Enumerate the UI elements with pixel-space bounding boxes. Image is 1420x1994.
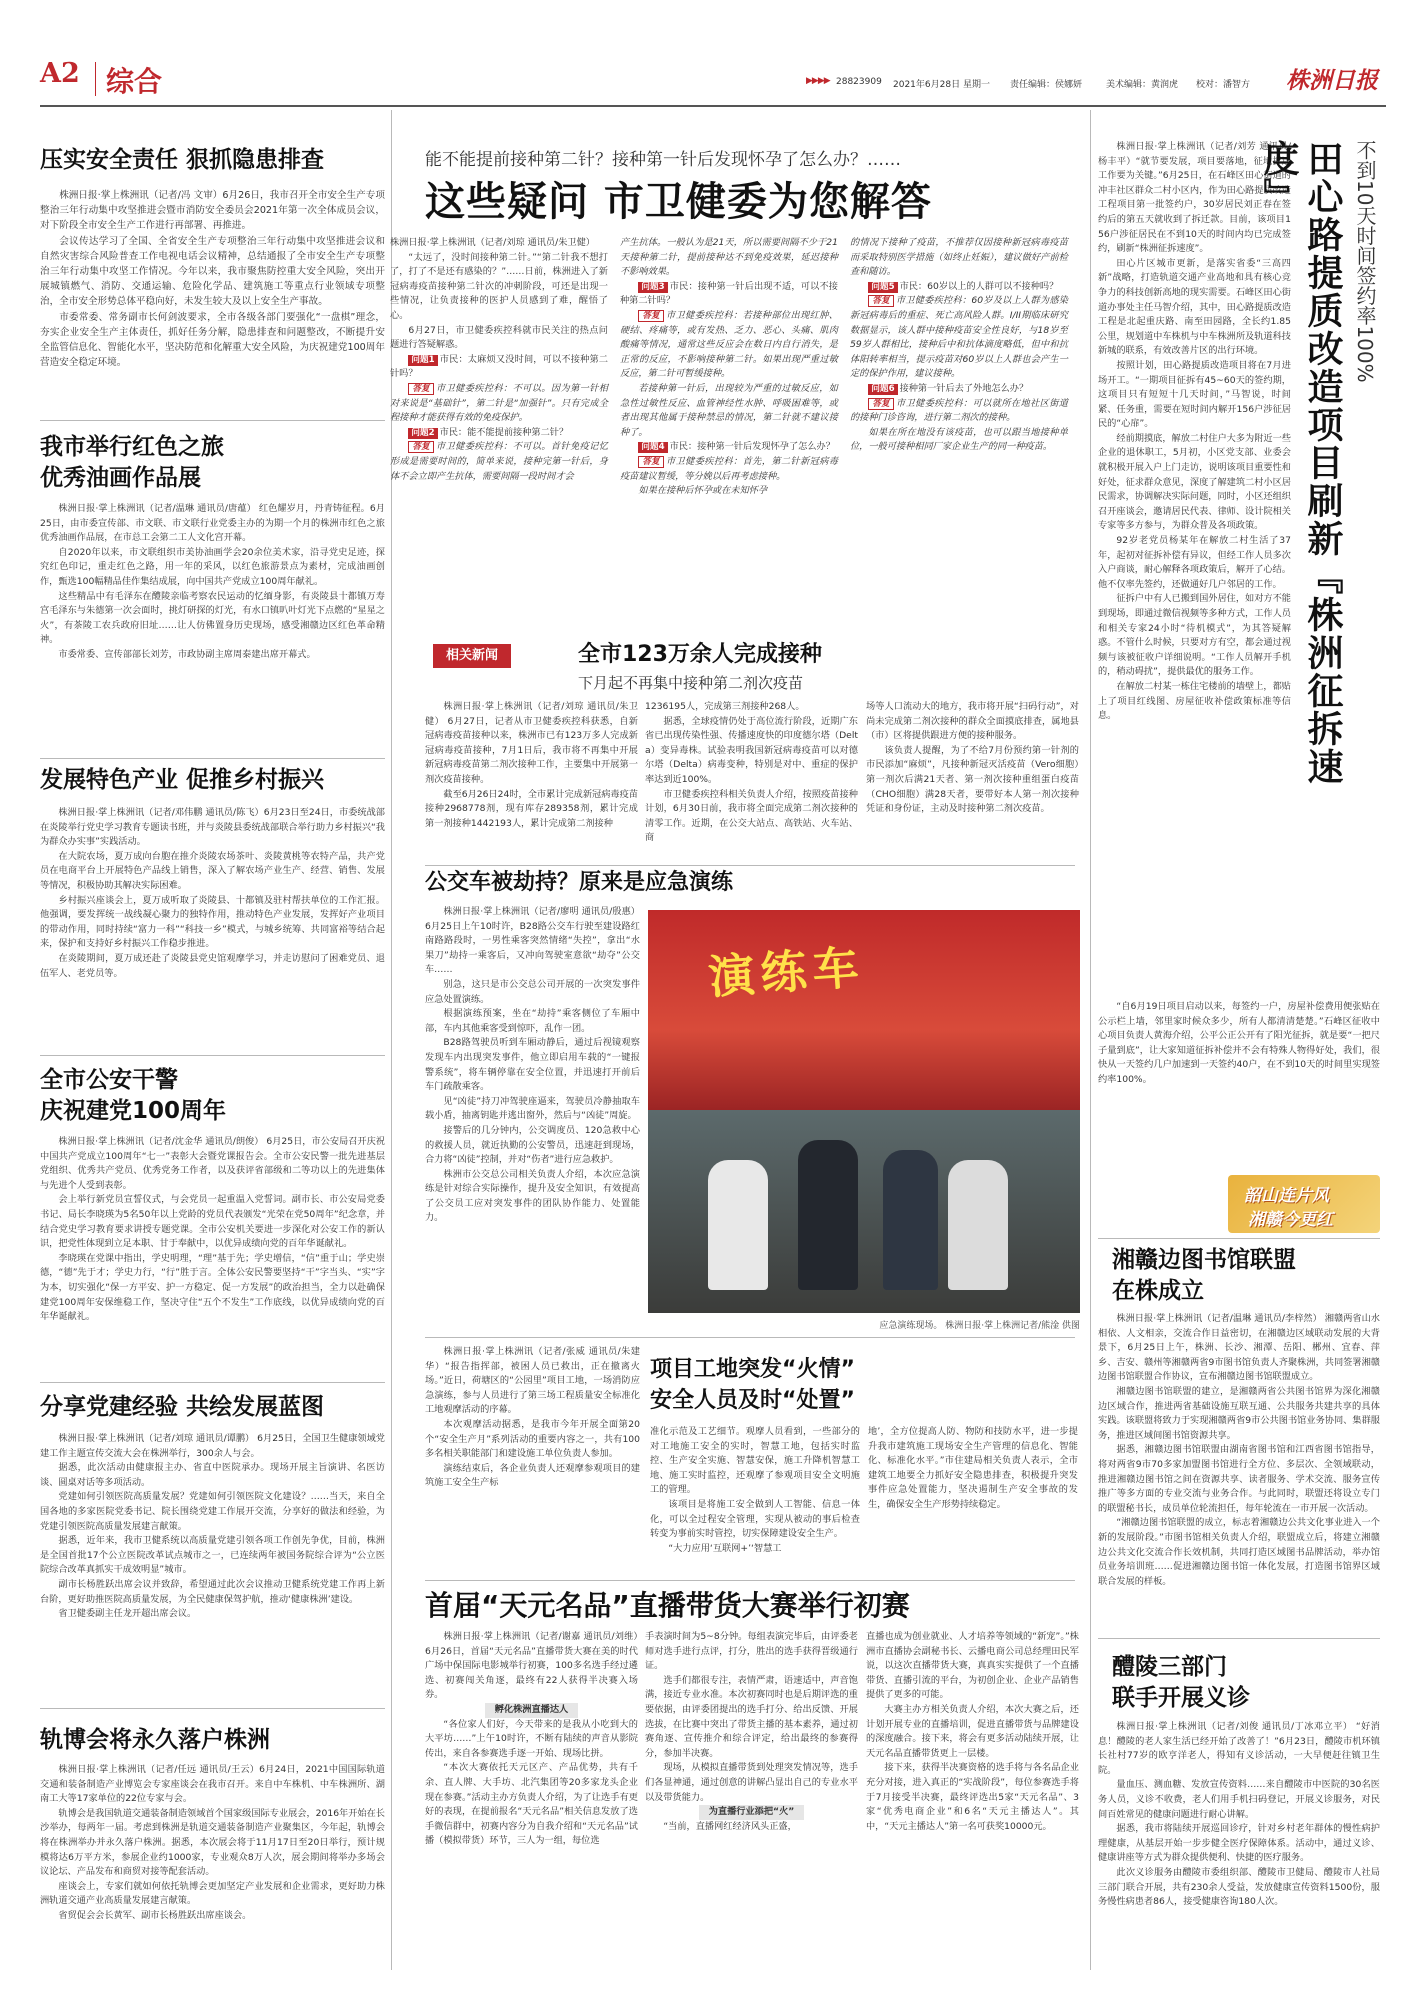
paragraph: 92岁老党员杨某年在解放二村生活了37年，起初对征拆补偿有异议，但经工作人员多次入户商谈，耐心解释各项政策后，解开了心结。他不仅率先签约，还做通好几户邻居的工作。 xyxy=(1098,535,1291,590)
paragraph: 选手们都很专注，表情严肃，语速适中，声音饱满，接近专业水准。本次初赛同时也是后期评选的重要依据，由评委团提出的选手打分、给出反馈、开展选拔，在比赛中突出了带货主播的基本素养，通过初赛角逐、宣传推介和综合评定，给出最终的参赛得分，参加半决赛。 xyxy=(645,1674,858,1759)
editor-credit: 责任编辑：侯娜妍 xyxy=(1010,80,1083,90)
headline-line2: 安全人员及时“处置” xyxy=(650,1388,855,1413)
paragraph: 据悉，全球疫情仍处于高位流行阶段，近期广东省已出现传染性强、传播速度快的印度德尔塔（Delta）变异毒株。试验表明我国新冠病毒疫苗可以对德尔塔（Delta）病毒变种，特别是对中、重症的保护率达到近100%。 xyxy=(645,715,858,785)
paragraph: 在解放二村某一栋住宅楼前的墙壁上，都贴上了项目红线图、房屋征收补偿政策标准等信息。 xyxy=(1098,680,1291,722)
question-tag: 问题3 xyxy=(638,282,667,293)
headline-line1: 我市举行红色之旅 xyxy=(40,434,224,460)
paragraph: 根据演练预案，坐在“劫持”乘客侧位了车厢中部，车内其他乘客受到惊吓，乱作一团。 xyxy=(425,1008,640,1034)
question-text: 市民：接种第一针后发现怀孕了怎么办？ xyxy=(669,441,835,453)
question-tag: 问题4 xyxy=(638,442,667,453)
subheadline: 下月起不再集中接种第二剂次疫苗 xyxy=(578,674,804,692)
paragraph: 此次义诊服务由醴陵市委组织部、醴陵市卫健局、醴陵市人社局三部门联合开展，共有230余人受益，发放健康宣传资料1500份，服务慢性病患者86人，接受健康咨询180人次。 xyxy=(1098,1866,1380,1908)
subhead: 孵化株洲直播达人 xyxy=(485,1703,579,1718)
paragraph: 轨博会是我国轨道交通装备制造领域首个国家级国际专业展会，2016年开始在长沙举办，每两年一届。考虑到株洲是轨道交通装备制造产业聚集区，今年起，轨博会将在株洲举办并永久落户株洲。据悉，本次展会将于11月17日至20日举行，预计规模将达6万平方米，参展企业约1000家，专业观众8万人次，展会期间将举办多场会议论坛、产品发布和商贸对接等配套活动。 xyxy=(40,1807,385,1878)
headline: 首届“天元名品”直播带货大赛举行初赛 xyxy=(425,1589,910,1622)
promo-line2: 湘赣今更红 xyxy=(1248,1210,1333,1230)
paragraph: “当前，直播网红经济风头正盛， xyxy=(663,1820,797,1832)
paragraph: 如果在接种后怀孕或在未知怀孕 xyxy=(638,485,768,497)
paragraph: 乡村振兴座谈会上，夏万成听取了炎陵县、十都镇及驻村帮扶单位的工作汇报。他强调，要发挥统一战线凝心聚力的独特作用，推动特色产业发展，发挥好产业项目的带动作用，同时持续“富力一科”“科技一乡”模式，与城乡统筹、共同富裕等结合起来，保护和支持好乡村振兴工作稳步推进。 xyxy=(40,894,385,950)
paragraph: 据悉，此次活动由健康报主办、省直中医院承办。现场开展主旨演讲、名医访谈、圆桌对话等多项活动。 xyxy=(40,1462,385,1488)
answer-tag: 答复 xyxy=(408,383,433,395)
answer-tag: 答复 xyxy=(638,310,663,322)
answer-text: 市卫健委疾控科：首先，第二针新冠病毒疫苗建议暂缓，等分娩以后再考虑接种。 xyxy=(620,455,838,482)
paragraph: 演练结束后，各企业负责人还观摩参观项目的建筑施工安全生产标 xyxy=(425,1462,640,1489)
headline: 公交车被劫持？原来是应急演练 xyxy=(425,870,734,895)
paragraph: 株洲日报·掌上株洲讯（记者/冯 文审）6月26日，我市召开全市安全生产专项整治三年行动集中攻坚推进会暨市消防安全委员会2021年第一次全体成员会议，对下阶段全市安全生产工作进行再部署、再推进。 xyxy=(40,190,385,232)
hotline: 28823909 xyxy=(836,77,882,87)
paragraph: 该项目是将施工安全做到人工智能、信息一体化，可以全过程安全管理，实现从被动的事后检查转变为事前实时管控，切实保障建设安全生产。 xyxy=(650,1498,860,1540)
paragraph: B28路驾驶员听到车厢动静后，通过后视镜观察发现车内出现突发事件，他立即启用车载的“一键报警系统”，将车辆停靠在安全位置，并迅速打开前后车门疏散乘客。 xyxy=(425,1037,640,1093)
paragraph: “太远了，没时间接种第二针。”“第二针我不想打了，打了不是还有感染的？”……日前，株洲进入了新冠病毒疫苗接种第二针次的冲刺阶段，可还是出现一些情况，让负责接种的医护人员感到了难，醒悟了心。 xyxy=(390,251,608,321)
paragraph: 截至6月26日24时，全市累计完成新冠病毒疫苗接种2968778剂，现有库存289358剂，累计完成第一剂接种1442193人，累计完成第二剂接种 xyxy=(425,788,638,829)
paragraph: “自6月19日项目启动以来，每签约一户，房屋补偿费用便张贴在公示栏上墙，邻里家时候众多少，所有人都清清楚楚。”石峰区征收中心项目负责人黄海介绍，公平公正公开有了阳光征拆，就是要“一把尺子量到底”，让大家知道征拆补偿并不会有特殊人物得好处，我们，很快从一天签约几户加速到一天签约40户，在不到10天的时间里实现签约率100%。 xyxy=(1098,1001,1380,1085)
paragraph: 1236195人，完成第三剂接种268人。 xyxy=(645,701,805,712)
answer-text: 市卫健委疾控科：60岁及以上人群为感染新冠病毒后的重症、死亡高风险人群。I/II期临床研究数据显示，该人群中接种疫苗安全性良好，与18岁至59岁人群相比，接种后中和抗体滴度略低，但中和抗体阳转率相当，提示疫苗对60岁以上人群也会产生一定的保护作用，建议接种。 xyxy=(850,295,1068,380)
headline-line2: 庆祝建党100周年 xyxy=(40,1098,227,1124)
art-editor-credit: 美术编辑：黄润虎 xyxy=(1106,80,1179,90)
question-tag: 问题6 xyxy=(868,384,897,395)
paragraph: 该负责人提醒，为了不给7月份预约第一针剂的市民添加“麻烦”，凡接种新冠灭活疫苗（Vero细胞）第一剂次后满21天者、第一剂次接种重组蛋白疫苗（CHO细胞）满28天者，要带好本人第一剂次接种凭证和身份证，主动及时接种第二剂次疫苗。 xyxy=(866,744,1079,815)
question-tag: 问题1 xyxy=(408,355,437,366)
paragraph: 现场，从模拟直播带货到处理突发情况等，选手们各显神通，通过创意的讲解凸显出自己的专业水平以及带货能力。 xyxy=(645,1762,858,1803)
page-number: A2 xyxy=(40,58,80,89)
paragraph: 李晓瑛在党课中指出，学史明理，“理”基于先；学史增信，“信”重于山；学史崇德，“德”先于才；学史力行，“行”胜于言。全体公安民警要坚持“干”字当头、“实”字为本，切实强化“保一方平安、护一方稳定、促一方发展”的政治担当，全力以赴确保建党100周年安保维稳工作，坚决守住“五个不发生”工作底线，以优异成绩向党的百年华诞献礼。 xyxy=(40,1252,385,1323)
headline-line1: 醴陵三部门 xyxy=(1112,1654,1227,1680)
answer-tag: 答复 xyxy=(638,456,663,468)
paragraph: 据悉，湘赣边图书馆联盟由湖南省图书馆和江西省图书馆指导，将对两省9市70多家加盟图书馆进行全方位、多层次、全领域联动，推进湘赣边图书馆之间在资源共享、读者服务、学术交流、服务宣传推广等多方面的专业交流与业务合作。与此同时，联盟还将设立专门的联盟秘书长，成员单位轮流担任，每年轮流在一市开展一次活动。 xyxy=(1098,1444,1380,1514)
byline: 株洲日报·掌上株洲讯（记者/刘琼 通讯员/朱卫健） xyxy=(390,237,595,248)
paragraph: 大赛主办方相关负责人介绍，本次大赛之后，还计划开展专业的直播培训，促进直播带货与品牌建设的深度融合。接下来，将会有更多活动陆续开展，让天元名品直播带货更上一层楼。 xyxy=(866,1703,1079,1759)
paragraph: 按照计划，田心路提质改造项目将在7月进场开工。“一期项目征拆有45~60天的签约期，这项目只有短短十几天时间，”马智说，时间紧、任务重，需要在短时间内解开156户涉征居民的“心扉”。 xyxy=(1098,359,1291,430)
question-text: 市民：60岁以上的人群可以不接种吗？ xyxy=(899,280,1059,292)
paragraph: 省贸促会会长黄军、副市长杨胜跃出席座谈会。 xyxy=(58,1909,252,1921)
paragraph: “湘赣边图书馆联盟的成立，标志着湘赣边公共文化事业进入一个新的发展阶段。”市图书馆相关负责人介绍，联盟成立后，将建立湘赣边公共文化交流合作长效机制，共同打造区域图书品牌活动，举办馆员业务培训班……促进湘赣边图书馆一体化发展，打造图书馆界区域联合发展的样板。 xyxy=(1098,1517,1380,1587)
paragraph: “本次大赛依托天元区产、产品优势，共有千余、直人牌、大手坊、北汽集团等20多家龙头企业现在参赛。”活动主办方负责人介绍，为了让选手有更好的表现，在提前报名“天元名品”相关信息发放了选手微信群中，初赛内容分为自我介绍和“天元名品”试播（模拟带货）环节，三人为一组，每位选 xyxy=(425,1762,638,1847)
headline: 这些疑问 市卫健委为您解答 xyxy=(425,179,932,225)
paragraph: 的情况下接种了疫苗，不推荐仅因接种新冠病毒疫苗而采取特别医学措施（如终止妊娠），建议做好产前检查和随访。 xyxy=(850,237,1068,278)
paragraph: 省卫健委副主任龙开超出席会议。 xyxy=(58,1608,197,1620)
answer-text: 市卫健委疾控科：不可以。首针免疫记忆形成是需要时间的，简单来说，接种完第一针后，身体不会立即产生抗体，需要间隔一段时间才会 xyxy=(390,441,608,482)
paragraph: 据悉，我市将陆续开展巡回诊疗，针对乡村老年群体的慢性病护理健康，从基层开始一步步健全医疗保障体系。活动中，通过义诊、健康讲座等方式为群众提供便利、快捷的医疗服务。 xyxy=(1098,1823,1380,1864)
paragraph: 接下来，获得半决赛资格的选手将与各名品企业充分对接，进入真正的“实战阶段”，每位参赛选手将于7月接受半决赛，最终评选出5家“天元名品”、3家“优秀电商企业”和6名“天元主播达人”。其中，“天元主播达人”第一名可获奖10000元。 xyxy=(866,1762,1079,1832)
paragraph: 见“凶徒”持刀冲驾驶座逼来，驾驶员冷静抽取车载小盾，抽离钥匙并逃出窗外，然后与“凶徒”周旋。 xyxy=(425,1095,640,1122)
section-name: 综合 xyxy=(106,65,163,98)
paragraph: 株洲日报·掌上株洲讯（记者/刘俊 通讯员/丁冰邓立平） “好消息！醴陵的老人家生活已经开始了改善了！”6月23日，醴陵市机环镇长社村77岁的欧亨洋老人，得知有义诊活动，一大早便赶往镇卫生院。 xyxy=(1098,1721,1380,1776)
paragraph: 副市长杨胜跃出席会议并致辞，希望通过此次会议推动卫健系统党建工作再上新台阶，更好助推医院高质量发展，为全民健康保驾护航，推动‘健康株洲’建设。 xyxy=(40,1578,385,1605)
question-text: 市民：接种第一针后出现不适，可以不接种第二针吗？ xyxy=(620,280,838,307)
paragraph: 这些精品中有毛泽东在醴陵亲临考察农民运动的忆缅身影，有炎陵县十都镇万寿宫毛泽东与朱德第一次会面时，挑灯研探的灯光，有水口镇叭叶灯光下点燃的“星星之火”，有茶陵工农兵政府旧址……让人仿佛置身历史现场，感受湘赣边区红色革命精神。 xyxy=(40,590,385,646)
paragraph: 手表演时间为5~8分钟。每组表演完毕后，由评委老师对选手进行点评，打分，胜出的选手获得晋级通行证。 xyxy=(645,1631,858,1672)
paragraph: 在大院农场，夏万成向台胞在推介炎陵农场茶叶、炎陵黄桃等农特产品，共产党员在电商平台上开展特色产品线上销售，深入了解农场产业生产、经营、销售、发展等情况，积极协助其解决实际困难。 xyxy=(40,850,385,891)
paragraph: 征拆户中有人已搬到国外居住，如对方不能到现场，即通过微信视频等多种方式，工作人员和相关专家24小时“待机模式”，为其答疑解惑。不管什么时候，只要对方有空，都会通过视频与该被征收户详细说明。“工作人员解开手机的，稍动碍扰”，提供最优的服务工作。 xyxy=(1098,593,1291,678)
paragraph: 别急，这只是市公交总公司开展的一次突发事件应急处置演练。 xyxy=(425,978,640,1005)
paragraph: 经前期摸底，解放二村住户大多为附近一些企业的退休职工，5月初，小区党支部、业委会就积极开展入户上门走访，说明该项目重要性和好处，征求群众意见，深度了解建筑二村小区居民需求，协调解决实际问题，同时，小区还组织召开座谈会，邀请居民代表、律师、设计院相关专家等多方参与，为群众普及各项政策。 xyxy=(1098,432,1291,532)
issue-date: 2021年6月28日 星期一 xyxy=(893,80,990,90)
answer-tag: 答复 xyxy=(868,295,893,307)
drill-photo xyxy=(648,910,1080,1313)
promo-line1: 韶山连片风 xyxy=(1244,1186,1329,1206)
question-text: 接种第一针后去了外地怎么办？ xyxy=(899,382,1029,394)
headline-line1: 全市公安干警 xyxy=(40,1067,178,1093)
question-text: 市民：太麻烦又没时间，可以不接种第二针吗？ xyxy=(390,353,608,380)
headline: 轨博会将永久落户株洲 xyxy=(40,1727,270,1753)
kicker: 能不能提前接种第二针？接种第一针后发现怀孕了怎么办？…… xyxy=(425,150,901,170)
paragraph: 湘赣边图书馆联盟的建立，是湘赣两省公共图书馆界为深化湘赣边区域合作，推进两省基础设施互联互通、公共服务共建共享的具体实践。该联盟将致力于实现湘赣两省9市公共图书馆业务协同、集群服务，推进区域间图书馆资源共享。 xyxy=(1098,1385,1380,1441)
paragraph: “大力应用‘互联网+’‘智慧工 xyxy=(668,1542,782,1554)
headline: 分享党建经验 共绘发展蓝图 xyxy=(40,1394,325,1420)
paragraph: 准化示范及工艺细节。观摩人员看到，一些部分的对工地施工安全的实时，智慧工地，包括实时监控、生产安全实施、智慧安保，施工升降机智慧工地、施工实时监控，还观摩了参观项目安全文明施工的管理。 xyxy=(650,1426,860,1496)
subhead: 为直播行业添把“火” xyxy=(699,1805,805,1820)
paragraph: 据悉，近年来，我市卫健系统以高质量党建引领各项工作创先争优，目前，株洲是全国首批17个公立医院改革试点城市之一，已连续两年被国务院综合评为“公立医院综合改革真抓实干成效明显”城市。 xyxy=(40,1535,385,1576)
paragraph: 株洲日报·掌上株洲讯（记者/邓伟鹏 通讯员/陈飞）6月23日至24日，市委统战部在炎陵举行党史学习教育专题读书班，并与炎陵县委统战部联合举行助力乡村振兴“我为群众办实事”实践活动。 xyxy=(40,807,385,848)
paragraph: 量血压、测血糖、发放宣传资料……来自醴陵市中医院的30名医务人员，义诊不收费，老人们用手机扫码登记，开展义诊服务，对民间百姓常见的健康问题进行耐心讲解。 xyxy=(1098,1779,1380,1820)
headline-line2: 优秀油画作品展 xyxy=(40,465,201,491)
answer-text: 市卫健委疾控科：可以就所在地社区街道的接种门诊咨询，进行第二剂次的接种。 xyxy=(850,397,1068,424)
answer-text: 市卫健委疾控科：不可以。因为第一针相对来说是“基础针”，第二针是“加强针”。只有完成全程接种才能获得有效的免疫保护。 xyxy=(390,382,608,424)
paragraph: 株洲日报·掌上株洲讯（记者/温琳 通讯员/唐蕴） 红色耀岁月，丹青铸征程。6月25日，由市委宣传部、市文联、市文联行业党委主办的为期一个月的株洲市红色之旅优秀油画作品展，在市总工会第二工人文化宫开幕。 xyxy=(40,503,385,544)
answer-tag: 答复 xyxy=(408,441,433,453)
banner-text: 演练车 xyxy=(706,939,867,1005)
paragraph: 株洲日报·掌上株洲讯（记者/谢嘉 通讯员/刘维）6月26日，首届“天元名品”直播带货大赛在美的时代广场中保国际电影城举行初赛，100多名选手经过遴选、初赛闯关角逐，最终有22人获得半决赛入场券。 xyxy=(425,1631,638,1701)
headline-line2: 联手开展义诊 xyxy=(1112,1685,1250,1711)
paragraph: 座谈会上，专家们就如何依托轨博会更加坚定产业发展和企业需求，更好助力株洲轨道交通产业高质量发展建言献策。 xyxy=(40,1880,385,1907)
paragraph: 株洲日报·掌上株洲讯（记者/刘芳 通讯员/杨丰平）“就节要发展，项目要落地，征地拆迁工作要为关键。”6月25日，在石峰区田心街道的冲丰社区群众二村小区内，作为田心路提质改造工程项目第一批签约户，30岁居民刘正春在签约后的第五天就收到了拆迁款。目前，该项目156户涉征居民在不到10天的时间内均已完成签约，刷新“株洲征拆速度”。 xyxy=(1098,141,1291,255)
answer-text: 市卫健委疾控科：若接种部位出现红肿、硬结、疼痛等，或有发热、乏力、恶心、头痛、肌肉酸痛等情况，通常这些反应会在数日内自行消失，是正常的反应，不影响接种第二针。如果出现严重过敏反应，第二针可暂缓接种。 xyxy=(620,309,838,380)
paragraph: 株洲日报·掌上株洲讯（记者/刘琼 通讯员/谭鹏） 6月25日，全国卫生健康领域党建工作主题宣传交流大会在株洲举行，300余人与会。 xyxy=(40,1433,385,1459)
paragraph: 如果在所在地没有该疫苗，也可以跟当地接种单位，一般可接种相同厂家企业生产的同一种疫苗。 xyxy=(850,426,1068,453)
paragraph: 市卫健委疾控科相关负责人介绍，按照疫苗接种计划，6月30日前，我市将全面完成第二剂次接种的清零工作。近期，在公交大站点、高铁站、火车站、商 xyxy=(645,788,858,844)
paragraph: 株洲市公交总公司相关负责人介绍，本次应急演练是针对综合实际操作，提升及安全知识，有效提高了公交员工应对突发事件的团队协作能力、处置能力。 xyxy=(425,1168,640,1224)
paragraph: 会议传达学习了全国、全省安全生产专项整治三年行动集中攻坚推进会议和自然灾害综合风险普查工作电视电话会议精神，总结通报了全市安全生产专项整治三年行动集中攻坚工作情况。今年以来，我市聚焦防控重大安全风险，突出开展城镇燃气、消防、交通运输、危险化学品、建筑施工等重点行业领域专项整治，全市安全形势总体平稳向好，未发生较大及以上安全生产事故。 xyxy=(40,235,385,308)
question-tag: 问题5 xyxy=(868,282,897,293)
vertical-headline: 田心路提质改造项目刷新『株洲征拆速度』 xyxy=(1258,140,1343,786)
paragraph: 6月27日，市卫健委疾控科就市民关注的热点问题进行答疑解惑。 xyxy=(390,324,608,351)
paragraph: 株洲日报·掌上株洲讯（记者/沈金华 通讯员/朗俊） 6月25日，市公安局召开庆祝中国共产党成立100周年“七一”表彰大会暨党课报告会。全市公安民警一批先进基层党组织、优秀共产党员、优秀党务工作者，以及获评省部级和二等功以上的先进集体与先进个人受到表彰。 xyxy=(40,1136,385,1191)
paragraph: 会上举行新党员宣誓仪式，与会党员一起重温入党誓词。副市长、市公安局党委书记、局长李晓瑛为5名50年以上党龄的党员代表颁发“光荣在党50周年”纪念章，并结合党史学习教育要求讲授专题党课。全市公安机关要进一步深化对公安工作的新认识，把党性体现到立足本职、甘于奉献中，以优异成绩向党的百年华诞献礼。 xyxy=(40,1194,385,1250)
paragraph: 产生抗体。一般认为是21天，所以需要间隔不少于21天接种第二针，提前接种达不到免疫效果，延迟接种不影响效果。 xyxy=(620,237,838,278)
promo-banner xyxy=(1228,1175,1380,1233)
paragraph: 若接种第一针后，出现较为严重的过敏反应，如急性过敏性反应、血管神经性水肿、呼吸困难等，或者出现其他属于接种禁忌的情况，第二针就不建议接种了。 xyxy=(620,382,838,438)
arrow-marker: ▶▶▶▶ xyxy=(806,76,830,86)
paragraph: 株洲日报·掌上株洲讯（记者/廖明 通讯员/殷惠） 6月25日上午10时许，B28路公交车行驶至建设路红南路路段时，一男性乘客突然情绪“失控”，拿出“水果刀”劫持一乘客后，又冲向驾驶室意欲“劫夺”公交车…… xyxy=(425,906,640,976)
paragraph: 接警后的几分钟内，公交调度员、120急救中心的救援人员，就近执勤的公安警员，迅速赶到现场，合力将“凶徒”控制，并对“伤者”进行应急救护。 xyxy=(425,1124,640,1166)
paragraph: 市委常委、常务副市长何剑波要求，全市各级各部门要强化“一盘棋”理念，夯实企业安全生产主体责任，抓好任务分解，隐患排查和问题整改，不断提升安全监管信息化、智能化水平，坚决防范和化解重大安全风险，为庆祝建党100周年营造安全稳定环境。 xyxy=(40,311,385,369)
headline-line2: 在株成立 xyxy=(1112,1278,1204,1304)
paragraph: 场等人口流动大的地方，我市将开展“扫码行动”，对尚未完成第二剂次接种的群众全面摸底排查，属地县（市）区将提供跟进方便的接种服务。 xyxy=(866,701,1079,742)
paragraph: 株洲日报·掌上株洲讯（记者/任远 通讯员/王云）6月24日，2021中国国际轨道交通和装备制造产业博览会专家座谈会在我市召开。来自中车株机、中车株洲所、湖南工大等17家单位的22位专家与会。 xyxy=(40,1764,385,1805)
question-tag: 问题2 xyxy=(408,428,437,439)
paragraph: 在炎陵期间，夏万成还赴了炎陵县党史馆观摩学习，并走访慰问了困难党员、退伍军人、老党员等。 xyxy=(40,952,385,979)
headline-line1: 项目工地突发“火情” xyxy=(650,1357,855,1382)
paragraph: 直播也成为创业就业、人才培养等领域的“新宠”。”株洲市直播协会副秘书长、云播电商公司总经理田民军说，以这次直播带货大赛，真真实实提供了一个直播带货、直播引流的平台，为初创企业、企业产品销售提供了更多的可能。 xyxy=(866,1631,1079,1701)
paragraph: “各位家人们好，今天带来的是我从小吃到大的大平坊……”上午10时许，不断有陆续的声音从影院传出，来自各参赛选手逐一开始、现场比拼。 xyxy=(425,1718,638,1759)
paragraph: 田心片区城市更新，是落实省委“三高四新”战略，打造轨道交通产业高地和具有核心竞争力的科技创新高地的现实需要。石峰区田心街道办事处主任马智介绍，其中，田心路提质改造工程是北起重庆路、南至田园路，全长约1.85公里，规划道中车株机与中车株洲所及轨道科技新城的联系，有效改善片区的出行环境。 xyxy=(1098,257,1291,357)
paragraph: 株洲日报·掌上株洲讯（记者/刘琼 通讯员/朱卫健） 6月27日，记者从市卫健委疾控科获悉，自新冠病毒疫苗接种以来，株洲市已有123万多人完成新冠病毒疫苗接种，7月1日后，我市将不再集中开展新冠病毒疫苗第二剂次接种工作，主要集中开展第一剂次疫苗接种。 xyxy=(425,701,638,785)
vertical-subheadline: 不到10天时间签约率100% xyxy=(1353,140,1377,383)
paragraph: 株洲日报·掌上株洲讯（记者/温琳 通讯员/李梓然） 湘赣两省山水相依、人文相亲，交流合作日益密切，在湘赣边区域联动发展的大背景下，6月25日上午，株洲、长沙、湘潭、岳阳、郴州、宜春、萍乡、吉安、赣州等湘赣两省9市图书馆负责人齐聚株洲，共同签署湘赣边图书馆联盟合作协议，宣布湘赣边图书馆联盟成立。 xyxy=(1098,1313,1380,1383)
related-news-tag: 相关新闻 xyxy=(433,644,511,668)
headline: 全市123万余人完成接种 xyxy=(578,642,822,667)
headline: 发展特色产业 促推乡村振兴 xyxy=(40,767,325,793)
answer-tag: 答复 xyxy=(868,398,893,410)
paragraph: 地’，全方位提高人防、物防和技防水平，进一步提升我市建筑施工现场安全生产管理的信息化、智能化、标准化水平。”市住建局相关负责人表示，全市建筑工地要全力抓好安全隐患排查，积极提升突发事件应急处置能力，坚决遏制生产安全事故的发生，确保安全生产形势持续稳定。 xyxy=(868,1426,1078,1510)
headline-line1: 湘赣边图书馆联盟 xyxy=(1112,1247,1296,1273)
paragraph: 株洲日报·掌上株洲讯（记者/张威 通讯员/朱建华）“报告指挥部，被困人员已救出，正在撤离火场。”近日，荷塘区的“公园里”项目工地，一场消防应急演练，参与人员进行了第三场工程质量安全标准化工地观摩活动的序幕。 xyxy=(425,1346,640,1416)
question-text: 市民：能不能提前接种第二针？ xyxy=(439,426,569,438)
paragraph: 市委常委、宣传部部长刘芳，市政协副主席周泰建出席开幕式。 xyxy=(58,648,316,660)
proof-credit: 校对：潘智方 xyxy=(1196,80,1251,90)
newspaper-logo: 株洲日报 xyxy=(1286,67,1378,94)
paragraph: 本次观摩活动据悉，是我市今年开展全面第20个“安全生产月”系列活动的重要内容之一，共有100多名相关职能部门和建设施工单位负责人参加。 xyxy=(425,1418,640,1460)
paragraph: 自2020年以来，市文联组织市美协油画学会20余位美术家，沿寻党史足迹，探究红色印记，重走红色之路，用一年的采风，以红色旅游景点为素材，完成油画创作，甄选100幅精品佳作集结成展，向中国共产党成立100周年献礼。 xyxy=(40,546,385,587)
photo-caption: 应急演练现场。 株洲日报·掌上株洲记者/熊淦 供图 xyxy=(879,1321,1080,1331)
paragraph: 党建如何引领医院高质量发展？党建如何引领医院文化建设？……当天，来自全国各地的多家医院党委书记、院长围绕党建工作展开交流，分享好的做法和经验，为党建引领医院高质量发展建言献策。 xyxy=(40,1491,385,1532)
headline: 压实安全责任 狠抓隐患排查 xyxy=(40,147,325,173)
